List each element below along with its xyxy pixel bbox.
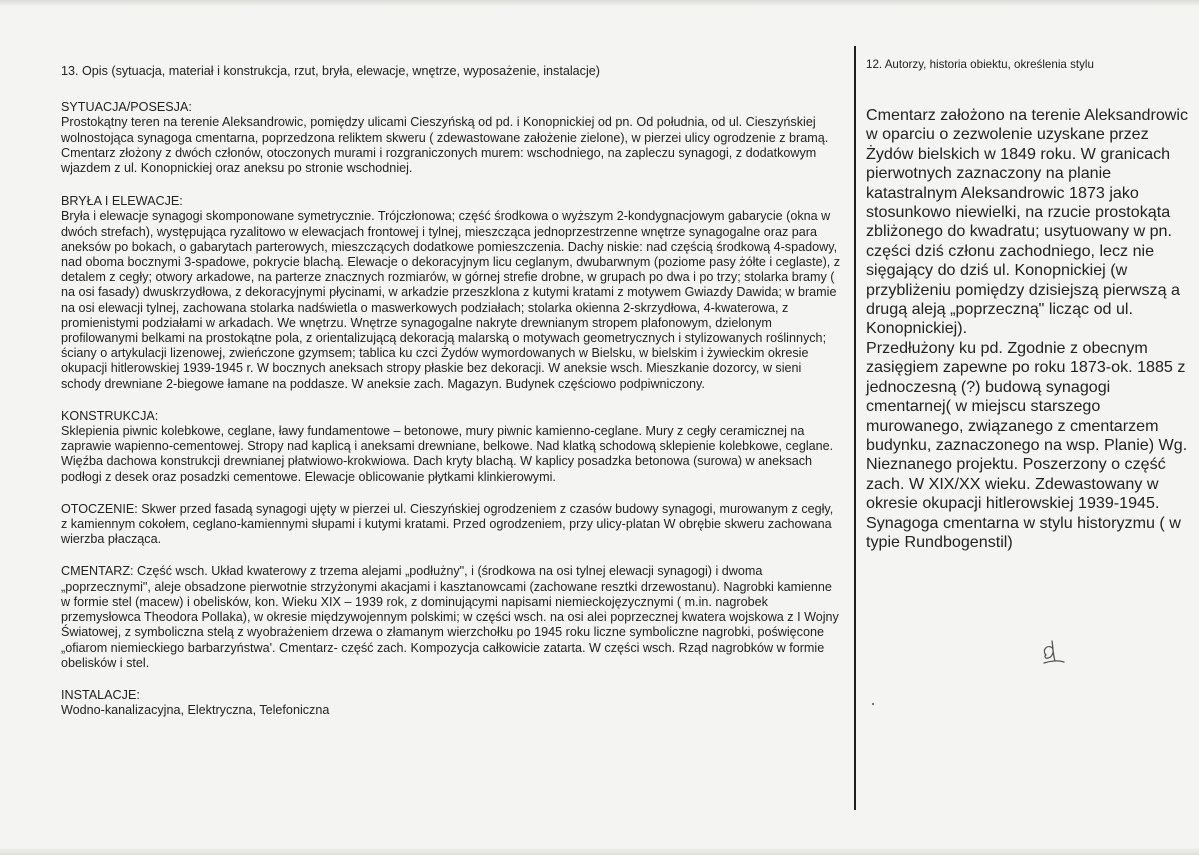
stray-dot (872, 703, 874, 705)
scan-edge-top (0, 0, 1199, 6)
situation-body: Prostokątny teren na terenie Aleksandrowic, pomiędzy ulicami Cieszyńską od pd. i Konopnickiej od pn. Od południa, od ul. Cieszyńskiej wolnostojąca synagoga cmentarna, poprzedzona reliktem skweru ( zdewastowane założenie zielone), w pierzei ulicy ogrodzenie z bramą. Cmentarz złożony z dwóch członów, otoczonych murami i rozgraniczonych murem: wschodniego, na zapleczu synagogi, z dodatkowym wjazdem z ul. Konopnickiej oraz aneksu po stronie wschodniej. (61, 115, 829, 176)
section-installations (61, 688, 841, 718)
history-paragraph: Cmentarz założono na terenie Aleksandrowic w oparciu o zezwolenie uzyskane przez Żydów bielskich w 1849 roku. W granicach pierwotnych zaznaczony na planie katastralnym Aleksandrowic 1873 jako stosunkowo niewielki, na rzucie prostokąta zbliżonego do kwadratu; usytuowany w pn. części dziś członu zachodniego, lecz nie sięgający do dziś ul. Konopnickiej (w przybliżeniu pomiędzy dzisiejszą pierwszą a drugą aleją „poprzeczną" licząc od ul. Konopnickiej). (866, 106, 1189, 338)
section-surroundings (61, 502, 841, 548)
construction-body: Sklepienia piwnic kolebkowe, ceglane, ławy fundamentowe – betonowe, mury piwnic kamienno-ceglane. Mury z cegły ceramicznej na zaprawie wapienno-cementowej. Stropy nad kaplicą i aneksami drewniane, belkowe. Nad klatką schodową sklepienie kolebkowe, ceglane. Więźba dachowa konstrukcji drewnianej płatwiowo-krokwiowa. Dach kryty blachą. W kaplicy posadzka betonowa (surowa) w aneksach podłogi z desek oraz posadzki cementowe. Elewacje oblicowanie płytkami klinkierowymi. (61, 424, 834, 484)
situation-title: SYTUACJA/POSESJA: (61, 100, 192, 115)
column-divider (854, 46, 856, 810)
section-construction (61, 409, 841, 485)
section-massing (61, 194, 841, 392)
history-paragraph: Synagoga cmentarna w stylu historyzmu ( w typie Rundbogenstil) (866, 513, 1181, 551)
cemetery-title: CMENTARZ: (61, 564, 134, 579)
scan-edge-bottom (0, 847, 1199, 855)
description-column (61, 64, 841, 737)
massing-title: BRYŁA I ELEWACJE: (61, 194, 183, 209)
cemetery-body: Część wsch. Układ kwaterowy z trzema alejami „podłużny", i (środkowa na osi tylnej elewacji synagogi) i dwoma „poprzecznymi", aleje obsadzone pierwotnie strzyżonymi akacjami i kasztanowcami (zachowane resztki drzewostanu). Nagrobki kamienne w formie stel (macew) i obelisków, kon. Wieku XIX – 1939 rok, z dominującymi napisami niemieckojęzycznymi ( m.in. nagrobek przemysłowca Theodora Pollaka), w okresie międzywojennym polskimi; w części wsch. na osi alei poprzecznej kwatera wojskowa z I Wojny Światowej, z symboliczna stelą z wyobrażeniem drzewa o złamanym wierzchołku po 1945 roku liczne symboliczne nagrobki, poświęcone „ofiarom niemieckiego barbarzyństwa'. Cmentarz- część zach. Kompozycja całkowicie zatarta. W części wsch. Rząd nagrobków w formie obelisków i stel. (61, 564, 839, 670)
surroundings-title: OTOCZENIE: (61, 501, 138, 516)
section-12-heading: 12. Autorzy, historia obiektu, określenia stylu (866, 58, 1094, 71)
section-cemetery (61, 564, 841, 670)
installations-body: Wodno-kanalizacyjna, Elektryczna, Telefoniczna (61, 703, 330, 718)
section-situation (61, 100, 841, 176)
surroundings-body: Skwer przed fasadą synagogi ujęty w pierzei ul. Cieszyńskiej ogrodzeniem z czasów budowy synagogi, murowanym z cegły, z kamiennym cokołem, ceglano-kamiennymi słupami i kutymi kratami. Przed ogrodzeniem, przy ulicy-platan W obrębie skweru zachowana wierzba płacząca. (61, 501, 834, 547)
construction-title: KONSTRUKCJA: (61, 408, 159, 423)
handwritten-mark-icon (1040, 637, 1066, 665)
history-text (866, 106, 1191, 552)
history-column (866, 58, 1191, 552)
installations-title: INSTALACJE: (61, 687, 140, 702)
section-13-heading: 13. Opis (sytuacja, materiał i konstrukcja, rzut, bryła, elewacje, wnętrze, wyposażenie, instalacje) (61, 64, 600, 78)
massing-body: Bryła i elewacje synagogi skomponowane symetrycznie. Trójczłonowa; część środkowa o wyższym 2-kondygnacjowym gabarycie (okna w dwóch strefach), występująca ryzalitowo w elewacjach frontowej i tylnej, mieszcząca jednoprzestrzenne wnętrze synagogalne oraz para aneksów po bokach, o gabarytach parterowych, mieszczących dodatkowe pomieszczenia. Dachy niskie: nad częścią środkową 4-spadowy, nad oboma bocznymi 3-spadowe, pokrycie blachą. Elewacje o dekoracyjnym licu ceglanym, dwubarwnym (poziome pasy żółte i ceglaste), z detalem z cegły; otwory arkadowe, na parterze znacznych rozmiarów, w górnej strefie drobne, w grupach po dwa i po trzy; stolarka bramy ( na osi fasady) dwuskrzydłowa, z dekoracyjnymi płycinami, w arkadzie przeszklona z kutymi kratami z motywem Gwiazdy Dawida; w bramie na osi elewacji tylnej, zachowana stolarka nadświetla o maswerkowych podziałach; stolarka okienna 2-skrzydłowa, 4-kwaterowa, z promienistymi podziałami w arkadach. We wnętrzu. Wnętrze synagogalne nakryte drewnianym stropem plafonowym, dzielonym profilowanymi belkami na prostokątne pola, z orientalizującą dekoracją malarską o motywach geometrycznych i stylizowanych roślinnych; ściany o artykulacji lizenowej, zwieńczone gzymsem; tablica ku czci Żydów wymordowanych w Bielsku, w bielskim i żywieckim okresie okupacji hitlerowskiej 1939-1945 r. W bocznych aneksach stropy płaskie bez dekoracji. W aneksie wsch. Mieszkanie dozorcy, w sieni schody drewniane 2-biegowe łamane na poddasze. W aneksie zach. Magazyn. Budynek częściowo podpiwniczony. (61, 209, 841, 391)
history-paragraph: Przedłużony ku pd. Zgodnie z obecnym zasięgiem zapewne po roku 1873-ok. 1885 z jednoczesną (?) budową synagogi cmentarnej( w miejscu starszego murowanego, związanego z cmentarzem budynku, zaznaczonego na wsp. Planie) Wg. Nieznanego projektu. Poszerzony o część zach. W XIX/XX wieku. Zdewastowany w okresie okupacji hitlerowskiej 1939-1945. (866, 338, 1188, 513)
